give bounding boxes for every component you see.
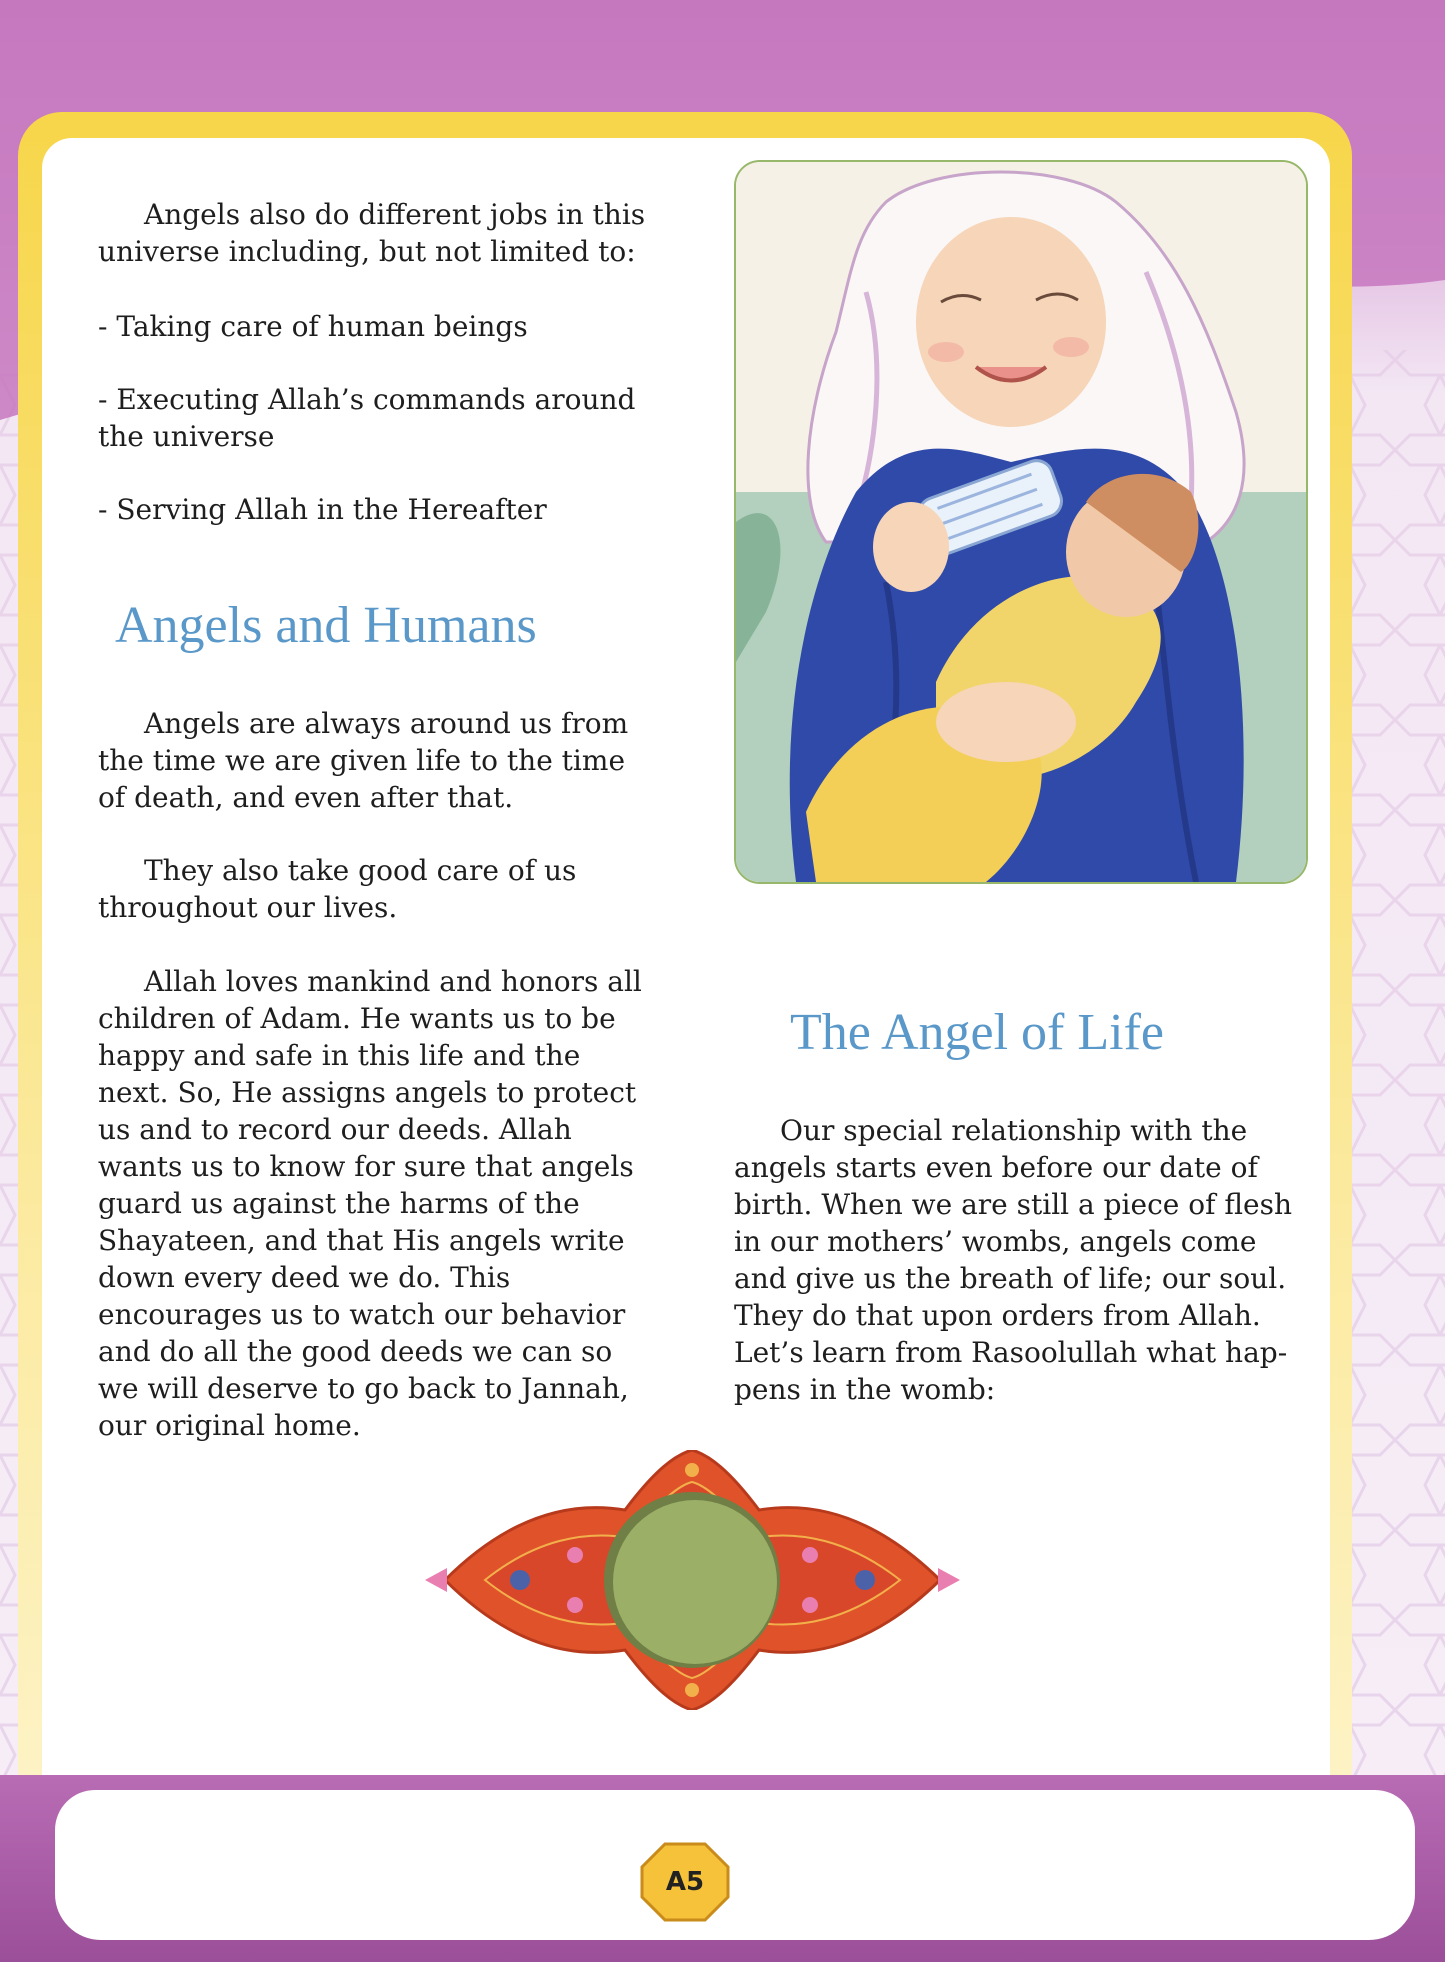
intro-text: Angels also do different jobs in this universe including, but not limited to: [98,198,646,268]
list-item: - Taking care of human beings [98,310,528,343]
jobs-list-item [98,381,658,455]
paragraph-text: Allah loves mankind and honors all children of Adam. He wants us to be happy and safe in this life and the next. So, He assigns angels to protect us and to record our deeds. Allah wants us to know for sure that angels guard us against the harms of the Shayateen, and that His angels write down every deed we do. This encourages us to watch our behavior and do all the good deeds we can so we will deserve to go back to Jannah, our original home. [98,965,642,1442]
list-item: - Executing Allah’s commands around the universe [98,383,636,453]
jobs-list-item [98,491,658,528]
bottom-page-panel [55,1790,1415,1940]
angel-of-life-paragraph [734,1112,1294,1408]
paragraph-text: Our special relationship with the angels starts even before our date of birth. When we are still a piece of flesh in our mothers’ wombs, angels come and give us the breath of life; our soul. They do that upon orders from Allah. Let’s learn from Rasoolullah what hap-pens in the womb: [734,1114,1293,1406]
jobs-list-item [98,308,658,345]
medallion-circle [613,1500,777,1664]
paragraph-text: They also take good care of us throughout our lives. [98,854,577,924]
illustration-drawing [736,162,1306,882]
paragraph [98,705,658,816]
paragraph [98,963,658,1444]
floral-ornament-medallion [425,1450,960,1710]
page-number-badge [640,1842,730,1922]
mother-feeding-baby-illustration [734,160,1308,884]
list-item: - Serving Allah in the Hereafter [98,493,547,526]
paragraph-text: Angels are always around us from the time we are given life to the time of death, and even after that. [98,707,629,814]
heading-the-angel-of-life: The Angel of Life [790,1004,1164,1061]
heading-angels-and-humans: Angels and Humans [115,597,537,654]
paragraph [98,852,658,926]
intro-paragraph [98,196,658,270]
page-number: A5 [665,1867,705,1897]
